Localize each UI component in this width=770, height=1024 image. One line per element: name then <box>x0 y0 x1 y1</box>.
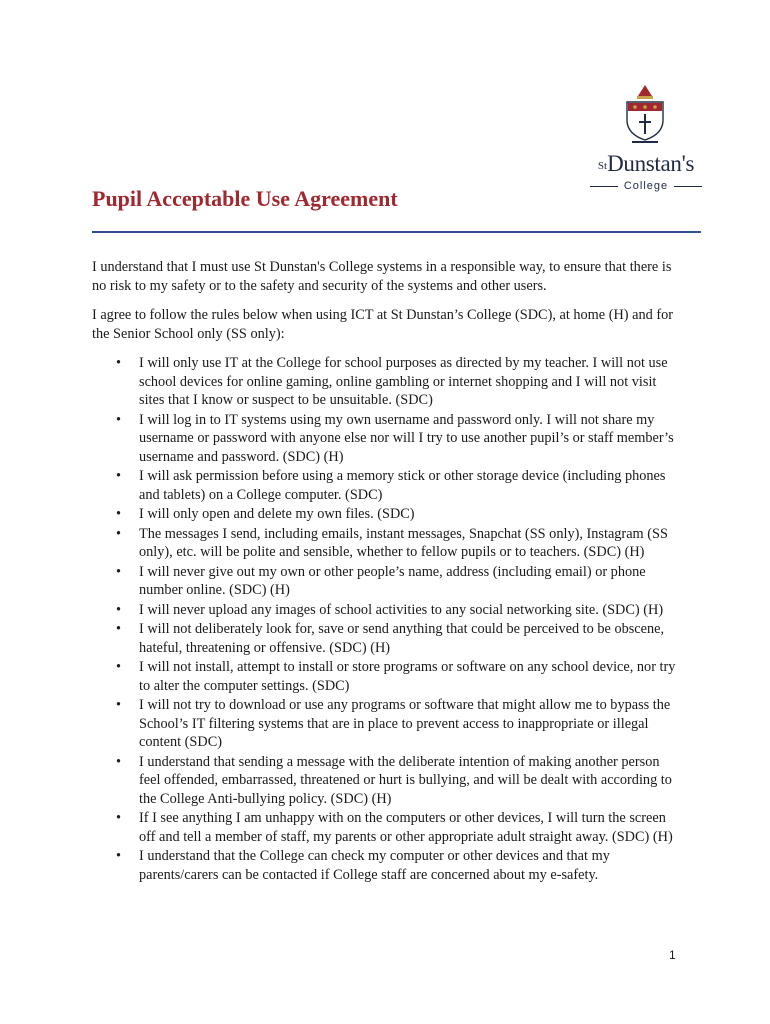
list-item <box>92 696 682 752</box>
list-item <box>92 411 682 467</box>
list-item-text: I will not install, attempt to install or store programs or software on any school device, nor try to alter the computer settings. (SDC) <box>139 659 676 694</box>
list-item-text: I understand that sending a message with the deliberate intention of making another person feel offended, embarrassed, threatened or hurt is bullying, and will be dealt with according to the College Anti-bullying policy. (SDC) (H) <box>139 753 672 807</box>
list-item <box>92 601 682 620</box>
bullet-icon: • <box>116 355 122 371</box>
bullet-icon: • <box>116 563 122 580</box>
brand-college: College <box>623 180 669 192</box>
bullet-icon: • <box>116 753 122 770</box>
list-item-text: The messages I send, including emails, instant messages, Snapchat (SS only), Instagram (SS only), etc. will be polite and sensible, whether to fellow pupils or to teachers. (SDC) (H) <box>139 525 668 560</box>
list-item-text: I will not deliberately look for, save or send anything that could be perceived to be obscene, hateful, threatening or offensive. (SDC) (H) <box>139 621 665 656</box>
list-item <box>92 809 682 846</box>
lead-paragraph: I agree to follow the rules below when using ICT at St Dunstan’s College (SDC), at home (H) and for the Senior School only (SS only): <box>92 307 674 342</box>
bullet-icon: • <box>116 810 122 826</box>
list-item-text: I will ask permission before using a memory stick or other storage device (including phones and tablets) on a College computer. (SDC) <box>139 468 666 503</box>
page-title: Pupil Acceptable Use Agreement <box>92 186 398 211</box>
list-item-text: If I see anything I am unhappy with on the computers or other devices, I will turn the screen off and tell a member of staff, my parents or other appropriate adult straight away. (SDC) (H) <box>139 810 673 845</box>
list-item <box>92 620 682 657</box>
bullet-icon: • <box>116 468 122 484</box>
list-item <box>92 658 682 695</box>
brand-name <box>588 152 704 179</box>
list-item <box>92 354 682 410</box>
brand-st: St <box>597 160 608 172</box>
bullet-icon: • <box>116 659 122 675</box>
list-item-text: I understand that the College can check my computer or other devices and that my parents/carers can be contacted if College staff are concerned about my e-safety. <box>139 848 610 883</box>
list-item-text: I will only use IT at the College for school purposes as directed by my teacher. I will not use school devices for online gaming, online gambling or internet shopping and I will not visit sites that I know or suspect to be unsuitable. (SDC) <box>139 355 668 408</box>
intro-paragraph: I understand that I must use St Dunstan's College systems in a responsible way, to ensure that there is no risk to my safety or to the safety and security of the systems and other users. <box>92 259 672 294</box>
page-number: 1 <box>669 948 676 962</box>
list-item <box>92 563 682 600</box>
college-logo <box>588 82 704 192</box>
list-item <box>92 467 682 504</box>
brand-rule-right <box>674 186 702 187</box>
brand-college-row <box>588 180 704 192</box>
bullet-icon: • <box>116 411 122 428</box>
list-item <box>92 525 682 562</box>
list-item <box>92 753 682 809</box>
bullet-icon: • <box>116 697 122 713</box>
title-divider <box>92 231 701 233</box>
list-item-text: I will never give out my own or other people’s name, address (including email) or phone number online. (SDC) (H) <box>139 563 646 598</box>
bullet-icon: • <box>116 525 122 542</box>
document-body <box>92 258 682 885</box>
rules-list <box>92 354 682 884</box>
list-item-text: I will log in to IT systems using my own username and password only. I will not share my username or password with anyone else nor will I try to use another pupil’s or staff member’s username and password. (SDC) (H) <box>139 411 674 465</box>
bullet-icon: • <box>116 848 122 864</box>
list-item-text: I will not try to download or use any programs or software that might allow me to bypass the School’s IT filtering systems that are in place to prevent access to inappropriate or illegal content (SDC) <box>139 697 671 750</box>
bullet-icon: • <box>116 621 122 637</box>
brand-rule-left <box>590 186 618 187</box>
crest-icon <box>624 82 666 148</box>
list-item <box>92 847 682 884</box>
bullet-icon: • <box>116 601 122 618</box>
bullet-icon: • <box>116 506 122 522</box>
list-item-text: I will never upload any images of school activities to any social networking site. (SDC) (H) <box>139 601 664 618</box>
list-item <box>92 505 682 524</box>
list-item-text: I will only open and delete my own files. (SDC) <box>139 506 415 522</box>
brand-dunstans: Dunstan's <box>607 151 695 176</box>
